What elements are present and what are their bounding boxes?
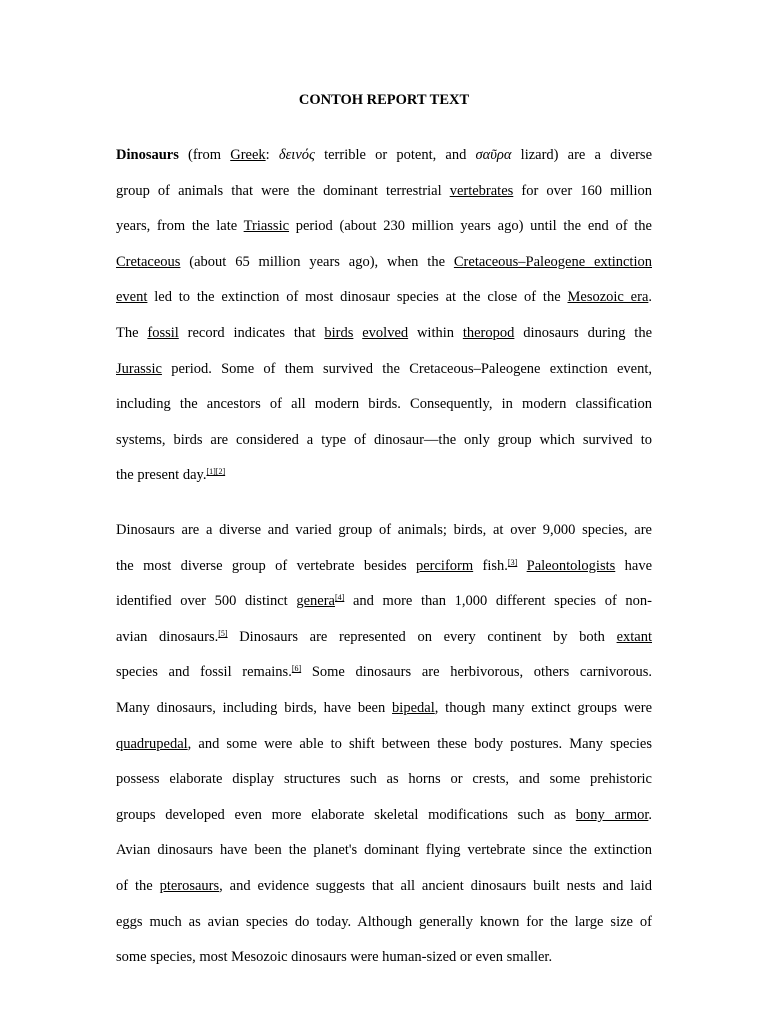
- text-run: within: [408, 325, 463, 341]
- citation-link[interactable]: [1][2]: [206, 467, 226, 477]
- citation: [292, 664, 301, 673]
- p1-line-7: [116, 361, 652, 378]
- text-run: group of animals that were the dominant terrestrial: [116, 182, 450, 199]
- citation-link[interactable]: [4]: [335, 593, 345, 603]
- text-run: (from: [178, 147, 231, 163]
- text-run: .: [648, 289, 653, 306]
- p2-line-12: [116, 914, 652, 931]
- p2-line-5: [116, 664, 652, 681]
- inline-link[interactable]: vertebrates: [449, 182, 514, 199]
- inline-link[interactable]: fossil: [147, 325, 179, 341]
- italic-term: σαῦρα: [475, 147, 512, 163]
- p2-line-8: [116, 771, 652, 788]
- inline-link[interactable]: Paleontologists: [526, 557, 616, 574]
- text-run: :: [265, 147, 279, 163]
- inline-link[interactable]: Greek: [230, 147, 266, 163]
- bold-term: Dinosaurs: [116, 147, 179, 163]
- citation: [218, 629, 227, 638]
- citation: [335, 593, 344, 602]
- inline-link[interactable]: extant: [616, 628, 652, 645]
- text-run: terrible or potent, and: [314, 147, 476, 163]
- text-run: for over 160 million: [513, 182, 652, 199]
- p2-line-7: [116, 736, 652, 753]
- p2-line-2: [116, 558, 652, 575]
- p1-line-9: [116, 432, 652, 449]
- inline-link[interactable]: bipedal: [392, 700, 435, 716]
- text-run: the present day.: [116, 467, 207, 484]
- inline-link[interactable]: Triassic: [243, 218, 290, 235]
- text-run: (about 65 million years ago), when the: [180, 253, 454, 270]
- inline-link[interactable]: birds: [324, 325, 354, 341]
- p2-line-10: [116, 842, 652, 859]
- p1-line-5: [116, 289, 652, 306]
- text-run: Dinosaurs are represented on every continent by both: [227, 628, 617, 645]
- p1-line-3: [116, 218, 652, 235]
- text-run: , and evidence suggests that all ancient dinosaurs built nests and laid: [219, 878, 653, 894]
- p2-line-11: [116, 878, 652, 895]
- text-run: [353, 325, 362, 341]
- inline-link[interactable]: Cretaceous: [116, 253, 181, 270]
- text-run: period. Some of them survived the Cretaceous–Paleogene extinction event,: [161, 360, 652, 377]
- citation-link[interactable]: [3]: [507, 557, 518, 567]
- text-run: eggs much as avian species do today. Although generally known for the large size of: [116, 913, 652, 930]
- text-run: including the ancestors of all modern birds. Consequently, in modern classification: [116, 396, 652, 413]
- text-run: period (about 230 million years ago) until the end of the: [289, 218, 652, 235]
- inline-link[interactable]: Mesozoic era: [567, 289, 649, 306]
- p2-line-1: [116, 522, 652, 539]
- text-run: , though many extinct groups were: [434, 700, 653, 716]
- inline-link[interactable]: pterosaurs: [159, 878, 220, 894]
- text-run: The: [116, 325, 148, 341]
- text-run: some species, most Mesozoic dinosaurs were human-sized or even smaller.: [116, 949, 553, 966]
- p2-line-3: [116, 593, 652, 610]
- p1-line-1: [116, 147, 652, 164]
- citation-link[interactable]: [5]: [218, 628, 228, 638]
- italic-term: δεινός: [278, 147, 315, 163]
- citation: [508, 558, 517, 567]
- text-run: possess elaborate display structures such as horns or crests, and some prehistoric: [116, 771, 652, 788]
- p2-line-9: [116, 807, 652, 824]
- text-run: have: [615, 557, 653, 574]
- document-title: CONTOH REPORT TEXT: [298, 92, 470, 108]
- inline-link[interactable]: event: [116, 289, 148, 306]
- p1-line-8: [116, 396, 652, 413]
- inline-link[interactable]: evolved: [362, 325, 409, 341]
- text-run: of the: [116, 878, 160, 894]
- inline-link[interactable]: bony armor: [575, 806, 649, 823]
- citation-link[interactable]: [6]: [291, 664, 302, 674]
- text-run: systems, birds are considered a type of dinosaur—the only group which survived to: [116, 431, 652, 448]
- text-run: Many dinosaurs, including birds, have been: [116, 700, 393, 716]
- inline-link[interactable]: Jurassic: [116, 360, 162, 377]
- inline-link[interactable]: theropod: [462, 325, 515, 341]
- inline-link[interactable]: perciform: [415, 557, 474, 574]
- text-run: avian dinosaurs.: [116, 628, 219, 645]
- text-run: identified over 500 distinct: [116, 593, 297, 610]
- inline-link[interactable]: genera: [296, 593, 335, 610]
- text-run: Avian dinosaurs have been the planet's dominant flying vertebrate since the extinction: [116, 842, 652, 859]
- p1-line-4: [116, 254, 652, 271]
- text-run: [517, 558, 526, 574]
- text-run: dinosaurs during the: [514, 325, 653, 341]
- text-run: , and some were able to shift between these body postures. Many species: [187, 735, 652, 752]
- text-run: fish.: [473, 557, 508, 574]
- text-run: groups developed even more elaborate skeletal modifications such as: [116, 806, 576, 823]
- text-run: years, from the late: [116, 218, 244, 235]
- text-run: record indicates that: [178, 325, 325, 341]
- inline-link[interactable]: Cretaceous–Paleogene extinction: [453, 253, 652, 270]
- text-run: lizard) are a diverse: [511, 147, 653, 163]
- p1-line-2: [116, 183, 652, 200]
- text-run: the most diverse group of vertebrate besides: [116, 557, 416, 574]
- p1-line-6: [116, 325, 652, 342]
- p2-line-13: [116, 949, 552, 966]
- p1-line-10: [116, 467, 225, 484]
- text-run: led to the extinction of most dinosaur species at the close of the: [147, 289, 568, 306]
- text-run: .: [648, 806, 652, 823]
- p2-line-6: [116, 700, 652, 717]
- text-run: species and fossil remains.: [116, 664, 292, 681]
- citation: [206, 467, 225, 476]
- text-run: and more than 1,000 different species of non-: [344, 593, 652, 610]
- text-run: Dinosaurs are a diverse and varied group of animals; birds, at over 9,000 species, are: [116, 522, 652, 538]
- inline-link[interactable]: quadrupedal: [116, 735, 188, 752]
- p2-line-4: [116, 629, 652, 646]
- text-run: Some dinosaurs are herbivorous, others carnivorous.: [301, 664, 652, 681]
